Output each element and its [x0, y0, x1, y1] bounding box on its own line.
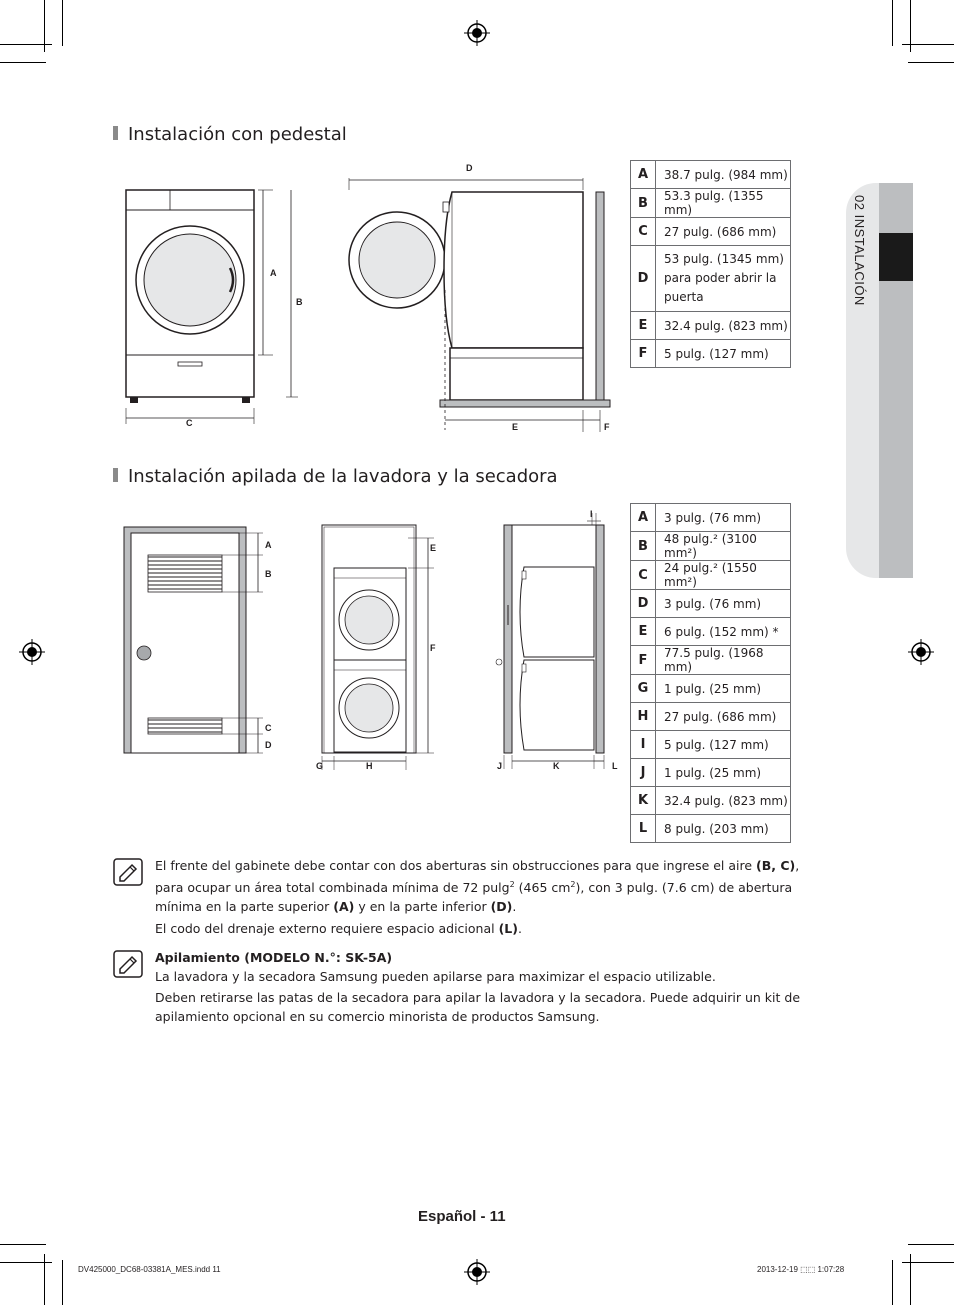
note-paragraph: La lavadora y la secadora Samsung pueden apilarse para maximizar el espacio utilizable.	[155, 969, 716, 984]
table-row: H 27 pulg. (686 mm)	[631, 703, 791, 731]
diagram-label-e: E	[430, 543, 437, 553]
diagram-label-j: J	[497, 761, 503, 771]
stacked-dimensions-table	[630, 503, 791, 843]
note-ventilation	[155, 856, 805, 938]
registration-mark-right	[908, 639, 934, 665]
table-row: B 48 pulg.² (3100 mm²)	[631, 532, 791, 561]
table-row: E 32.4 pulg. (823 mm)	[631, 312, 791, 340]
registration-mark-bottom	[464, 1259, 490, 1285]
note-stacking	[155, 948, 805, 1026]
table-row: E 6 pulg. (152 mm) *	[631, 618, 791, 646]
diagram-label-h: H	[366, 761, 373, 771]
slug-file: DV425000_DC68-03381A_MES.indd 11	[78, 1265, 221, 1274]
table-row: C 24 pulg.² (1550 mm²)	[631, 561, 791, 590]
diagram-label-b: B	[265, 569, 272, 579]
stacked-side-diagram	[494, 505, 624, 773]
pedestal-front-diagram	[118, 180, 308, 430]
note-paragraph: Deben retirarse las patas de la secadora para apilar la lavadora y la secadora. Puede adquirir un kit de apilamiento opcional en su comercio minorista de productos Samsung.	[155, 990, 801, 1024]
heading-bar-icon	[113, 468, 118, 482]
table-row: F 5 pulg. (127 mm)	[631, 340, 791, 368]
table-row: D 3 pulg. (76 mm)	[631, 590, 791, 618]
section-heading-stacked: Instalación apilada de la lavadora y la secadora	[113, 466, 558, 487]
note-paragraph: El codo del drenaje externo requiere espacio adicional (L).	[155, 921, 522, 937]
table-row: B 53.3 pulg. (1355 mm)	[631, 189, 791, 218]
diagram-label-c: C	[186, 418, 193, 428]
slug-date: 2013-12-19 ⬚⬚ 1:07:28	[757, 1265, 845, 1274]
diagram-label-i: I	[590, 509, 593, 519]
diagram-label-a: A	[265, 540, 272, 550]
table-row: J 1 pulg. (25 mm)	[631, 759, 791, 787]
diagram-label-a: A	[270, 268, 277, 278]
diagram-label-d: D	[265, 740, 272, 750]
table-row: D 53 pulg. (1345 mm) para poder abrir la puerta	[631, 246, 791, 312]
table-row: C 27 pulg. (686 mm)	[631, 218, 791, 246]
table-row: K 32.4 pulg. (823 mm)	[631, 787, 791, 815]
diagram-label-f: F	[604, 422, 610, 432]
pedestal-dimensions-table	[630, 160, 791, 368]
chapter-tab-label: 02 INSTALACIÓN	[852, 195, 867, 306]
stacked-front-diagram	[314, 520, 446, 772]
diagram-label-c: C	[265, 723, 272, 733]
diagram-label-e: E	[512, 422, 519, 432]
diagram-label-l: L	[612, 761, 618, 771]
note-paragraph: El frente del gabinete debe contar con dos aberturas sin obstrucciones para que ingrese el aire (B, C), para ocupar un área total combinada mínima de 72 pulg$^2$ (465 $cm^2$), con 3 pulg. (7.6 cm) de abertura mínima en la parte superior (A) y en la parte inferior (D).	[155, 858, 800, 915]
diagram-label-k: K	[553, 761, 560, 771]
table-row: G 1 pulg. (25 mm)	[631, 675, 791, 703]
cabinet-door-diagram	[118, 522, 283, 757]
diagram-label-f: F	[430, 643, 436, 653]
chapter-tab-marker	[879, 233, 913, 281]
note-icon	[113, 858, 143, 886]
table-row: A 38.7 pulg. (984 mm)	[631, 161, 791, 189]
heading-bar-icon	[113, 126, 118, 140]
note-icon	[113, 950, 143, 978]
registration-mark-top	[464, 20, 490, 46]
pedestal-side-diagram	[340, 170, 620, 435]
note-title: Apilamiento (MODELO N.°: SK-5A)	[155, 950, 393, 965]
diagram-label-g: G	[316, 761, 324, 771]
table-row: I 5 pulg. (127 mm)	[631, 731, 791, 759]
page-number: Español - 11	[418, 1208, 506, 1225]
registration-mark-left	[19, 639, 45, 665]
diagram-label-d: D	[466, 163, 473, 173]
table-row: F 77.5 pulg. (1968 mm)	[631, 646, 791, 675]
diagram-label-b: B	[296, 297, 303, 307]
section-heading-pedestal: Instalación con pedestal	[113, 124, 347, 145]
table-row: A 3 pulg. (76 mm)	[631, 504, 791, 532]
table-row: L 8 pulg. (203 mm)	[631, 815, 791, 843]
